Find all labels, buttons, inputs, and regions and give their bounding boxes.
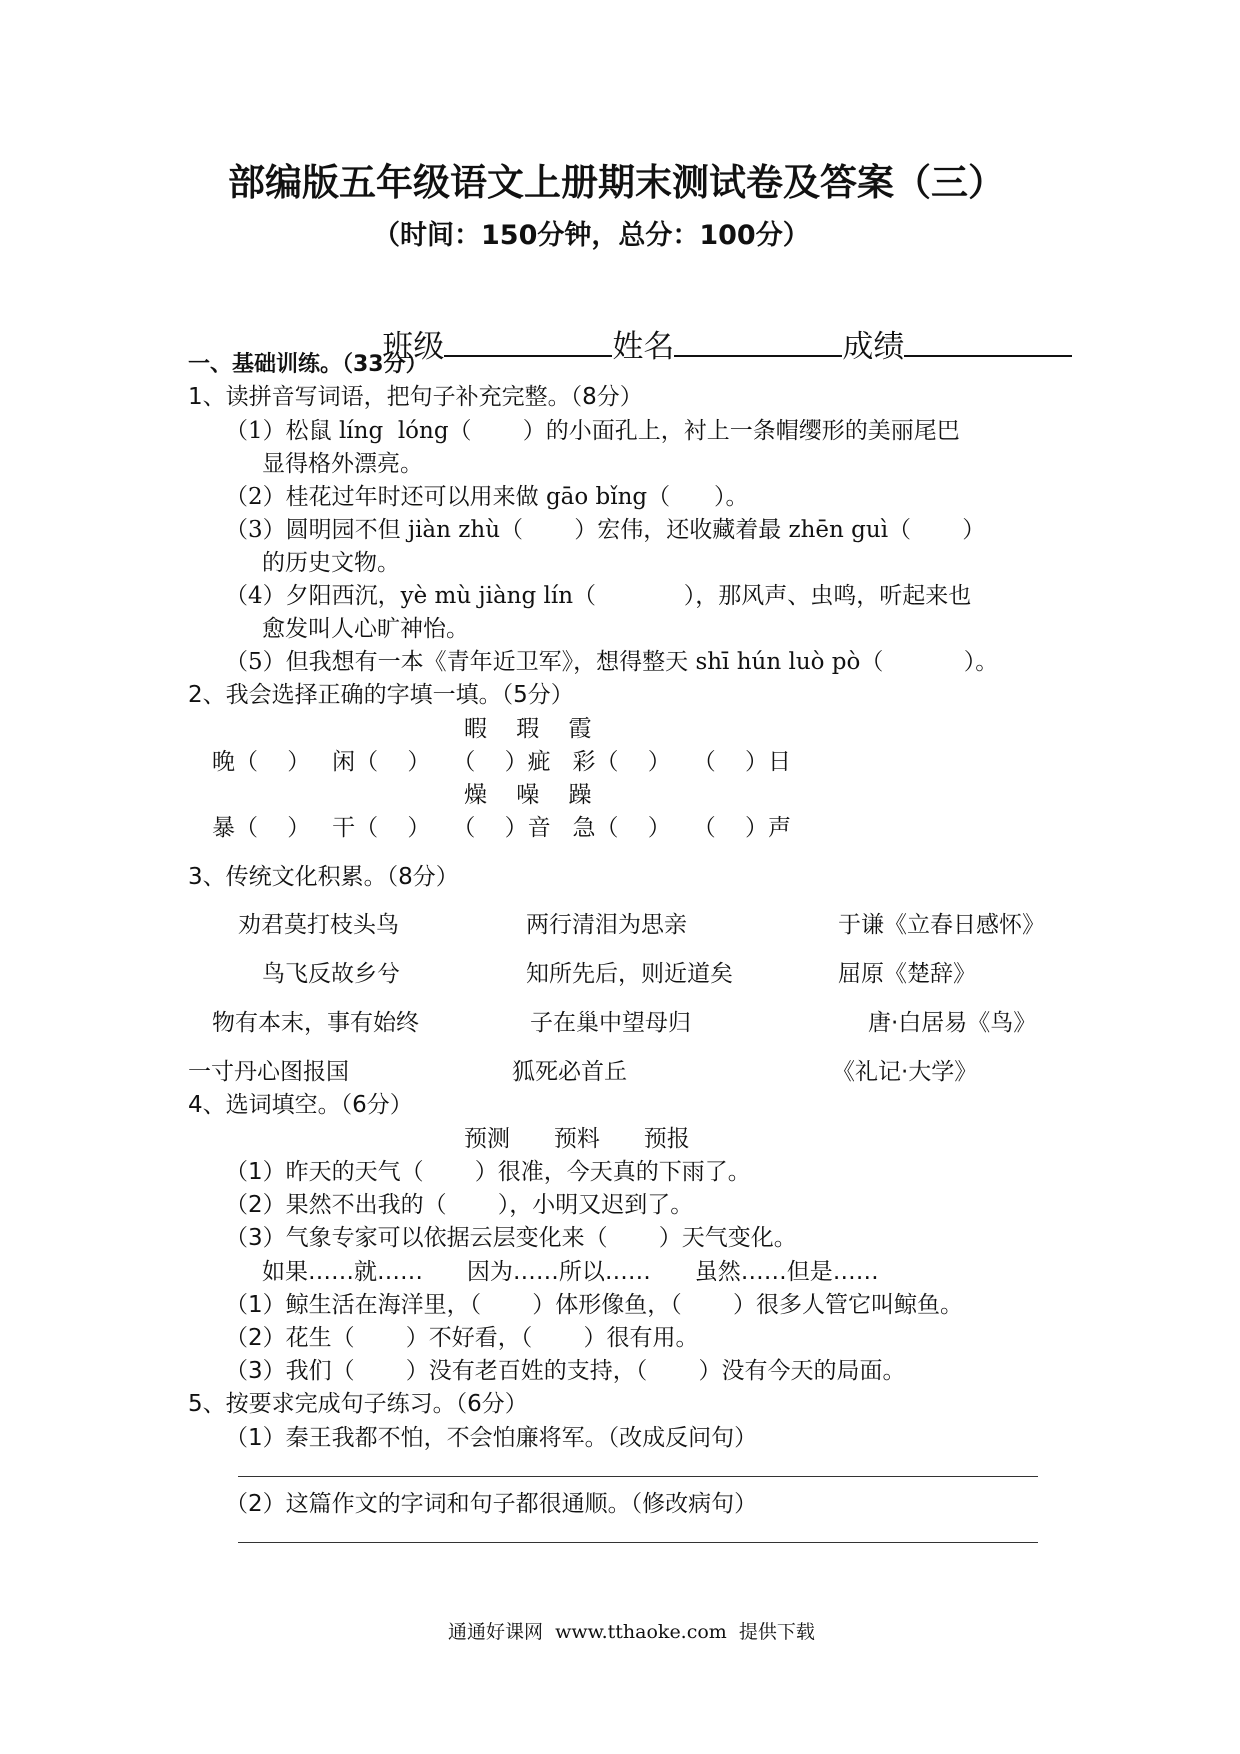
q3-title: 3、传统文化积累。（8分） [188, 864, 459, 890]
q1-line: 的历史文物。 [262, 550, 400, 576]
name-field[interactable] [674, 327, 842, 357]
q2-char-set: 暇 瑕 霞 [464, 716, 592, 742]
q4-sentence: （3）我们（ ）没有老百姓的支持，（ ）没有今天的局面。 [225, 1358, 906, 1384]
page-subtitle: （时间：150分钟，总分：100分） [373, 220, 810, 251]
q2-fill-line: 暴（ ） 干（ ） （ ）音 急（ ） （ ）声 [212, 815, 791, 841]
q4-title: 4、选词填空。（6分） [188, 1092, 413, 1118]
q1-title: 1、读拼音写词语，把句子补充完整。（8分） [188, 384, 643, 410]
score-label: 成绩 [842, 329, 905, 365]
q1-line: （3）圆明园不但 jiàn zhù（ ）宏伟，还收藏着最 zhēn guì（ ） [225, 517, 986, 543]
q4-sentence: （2）果然不出我的（ ），小明又迟到了。 [225, 1192, 694, 1218]
q1-line: （1）松鼠 líng lóng（ ）的小面孔上，衬上一条帽缨形的美丽尾巴 [225, 418, 960, 444]
q3-item: 物有本末，事有始终 [212, 1010, 419, 1036]
q1-line: （2）桂花过年时还可以用来做 gāo bǐng（ ）。 [225, 484, 749, 510]
class-label: 班级 [382, 329, 445, 365]
q4-sentence: （2）花生（ ）不好看，（ ）很有用。 [225, 1325, 699, 1351]
q4-sentence: （3）气象专家可以依据云层变化来（ ）天气变化。 [225, 1225, 797, 1251]
q5-title: 5、按要求完成句子练习。（6分） [188, 1391, 528, 1417]
answer-line[interactable] [238, 1542, 1038, 1543]
q4-word-bank: 预测 预料 预报 [464, 1126, 690, 1152]
page-footer: 通通好课网 www.tthaoke.com 提供下载 [448, 1621, 815, 1643]
q3-item: 劝君莫打枝头鸟 [238, 912, 399, 938]
q3-item: 鸟飞反故乡兮 [262, 961, 400, 987]
q3-item: 唐·白居易《鸟》 [868, 1010, 1037, 1036]
q3-item: 一寸丹心图报国 [188, 1059, 349, 1085]
q5-item: （2）这篇作文的字词和句子都很通顺。（修改病句） [225, 1491, 758, 1517]
q2-char-set: 燥 噪 躁 [464, 782, 592, 808]
q5-item: （1）秦王我都不怕，不会怕廉将军。（改成反问句） [225, 1425, 758, 1451]
q4-sentence: （1）昨天的天气（ ）很准，今天真的下雨了。 [225, 1159, 751, 1185]
q3-item: 知所先后，则近道矣 [526, 961, 733, 987]
q4-sentence: （1）鲸生活在海洋里，（ ）体形像鱼，（ ）很多人管它叫鲸鱼。 [225, 1292, 963, 1318]
q1-line: （4）夕阳西沉，yè mù jiàng lín（ ），那风声、虫鸣，听起来也 [225, 583, 972, 609]
q3-item: 狐死必首丘 [512, 1059, 627, 1085]
q3-item: 《礼记·大学》 [832, 1059, 978, 1085]
q2-fill-line: 晚（ ） 闲（ ） （ ）疵 彩（ ） （ ）日 [212, 749, 791, 775]
q1-line: （5）但我想有一本《青年近卫军》，想得整天 shī hún luò pò（ ）。 [225, 649, 999, 675]
name-label: 姓名 [612, 329, 675, 365]
section-heading: 一、基础训练。（33分） [188, 352, 428, 377]
q1-line: 显得格外漂亮。 [262, 451, 423, 477]
q1-line: 愈发叫人心旷神怡。 [262, 616, 469, 642]
score-field[interactable] [904, 327, 1072, 357]
q2-title: 2、我会选择正确的字填一填。（5分） [188, 682, 574, 708]
page-title: 部编版五年级语文上册期末测试卷及答案（三） [228, 161, 1005, 204]
q4-word-bank: 如果……就…… 因为……所以…… 虽然……但是…… [262, 1259, 879, 1285]
student-info-row [343, 296, 1072, 394]
q3-item: 于谦《立春日感怀》 [838, 912, 1045, 938]
q3-item: 屈原《楚辞》 [838, 961, 976, 987]
class-field[interactable] [444, 327, 612, 357]
q3-item: 两行清泪为思亲 [526, 912, 687, 938]
answer-line[interactable] [238, 1476, 1038, 1477]
q3-item: 子在巢中望母归 [530, 1010, 691, 1036]
